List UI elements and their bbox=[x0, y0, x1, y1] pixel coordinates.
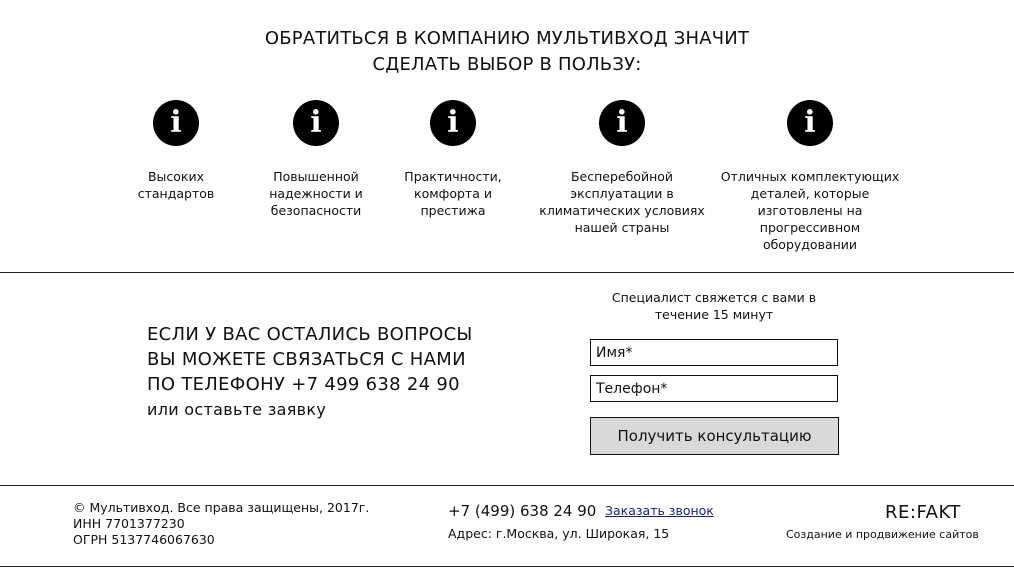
info-icon: i bbox=[153, 100, 199, 146]
info-icon: i bbox=[293, 100, 339, 146]
advantage-item bbox=[537, 100, 707, 236]
divider bbox=[0, 485, 1014, 486]
developer-logo[interactable]: RE:FAKT bbox=[885, 502, 961, 523]
footer-phone[interactable]: +7 (499) 638 24 90 bbox=[448, 502, 597, 520]
get-consultation-button[interactable] bbox=[590, 417, 839, 455]
footer-address: Адрес: г.Москва, ул. Широкая, 15 bbox=[448, 526, 670, 541]
bottom-border bbox=[0, 566, 1014, 567]
info-icon: i bbox=[430, 100, 476, 146]
contact-line: ВЫ МОЖЕТЕ СВЯЗАТЬСЯ С НАМИ bbox=[147, 349, 466, 370]
advantage-label: Отличных комплектующих деталей, которые изготовлены на прогрессивном оборудовании bbox=[720, 169, 900, 252]
advantage-label: Высоких стандартов bbox=[137, 169, 215, 201]
copyright-text: © Мультивход. Все права защищены, 2017г. bbox=[73, 500, 370, 515]
button-label: Получить консультацию bbox=[617, 427, 812, 445]
inn-text: ИНН 7701377230 bbox=[73, 516, 185, 531]
advantage-label: Практичности, комфорта и престижа bbox=[404, 169, 502, 218]
name-field[interactable] bbox=[590, 339, 838, 366]
advantage-item bbox=[116, 100, 236, 202]
form-note: Специалист свяжется с вами в течение 15 минут bbox=[611, 290, 817, 322]
info-icon: i bbox=[599, 100, 645, 146]
advantage-item bbox=[707, 100, 913, 253]
ogrn-text: ОГРН 5137746067630 bbox=[73, 532, 215, 547]
advantage-label: Повышенной надежности и безопасности bbox=[269, 169, 363, 218]
section-title-line-1: ОБРАТИТЬСЯ В КОМПАНИЮ МУЛЬТИВХОД ЗНАЧИТ bbox=[264, 28, 750, 49]
advantage-label: Бесперебойной эксплуатации в климатических условиях нашей страны bbox=[539, 169, 705, 235]
contact-line: ЕСЛИ У ВАС ОСТАЛИСЬ ВОПРОСЫ bbox=[147, 324, 473, 345]
name-field-placeholder: Имя* bbox=[596, 344, 633, 361]
contact-phone-line: ПО ТЕЛЕФОНУ +7 499 638 24 90 bbox=[147, 374, 460, 395]
order-call-link[interactable]: Заказать звонок bbox=[605, 503, 714, 518]
advantage-item bbox=[251, 100, 381, 219]
divider bbox=[0, 272, 1014, 273]
section-title-line-2: СДЕЛАТЬ ВЫБОР В ПОЛЬЗУ: bbox=[372, 54, 642, 75]
contact-line: или оставьте заявку bbox=[147, 400, 327, 419]
phone-field[interactable] bbox=[590, 375, 838, 402]
footer-legal bbox=[73, 500, 369, 548]
phone-field-placeholder: Телефон* bbox=[596, 380, 668, 397]
section-title bbox=[0, 26, 1014, 78]
developer-tagline: Создание и продвижение сайтов bbox=[786, 528, 979, 541]
contact-text bbox=[147, 322, 473, 422]
info-icon: i bbox=[787, 100, 833, 146]
advantage-item bbox=[388, 100, 518, 219]
